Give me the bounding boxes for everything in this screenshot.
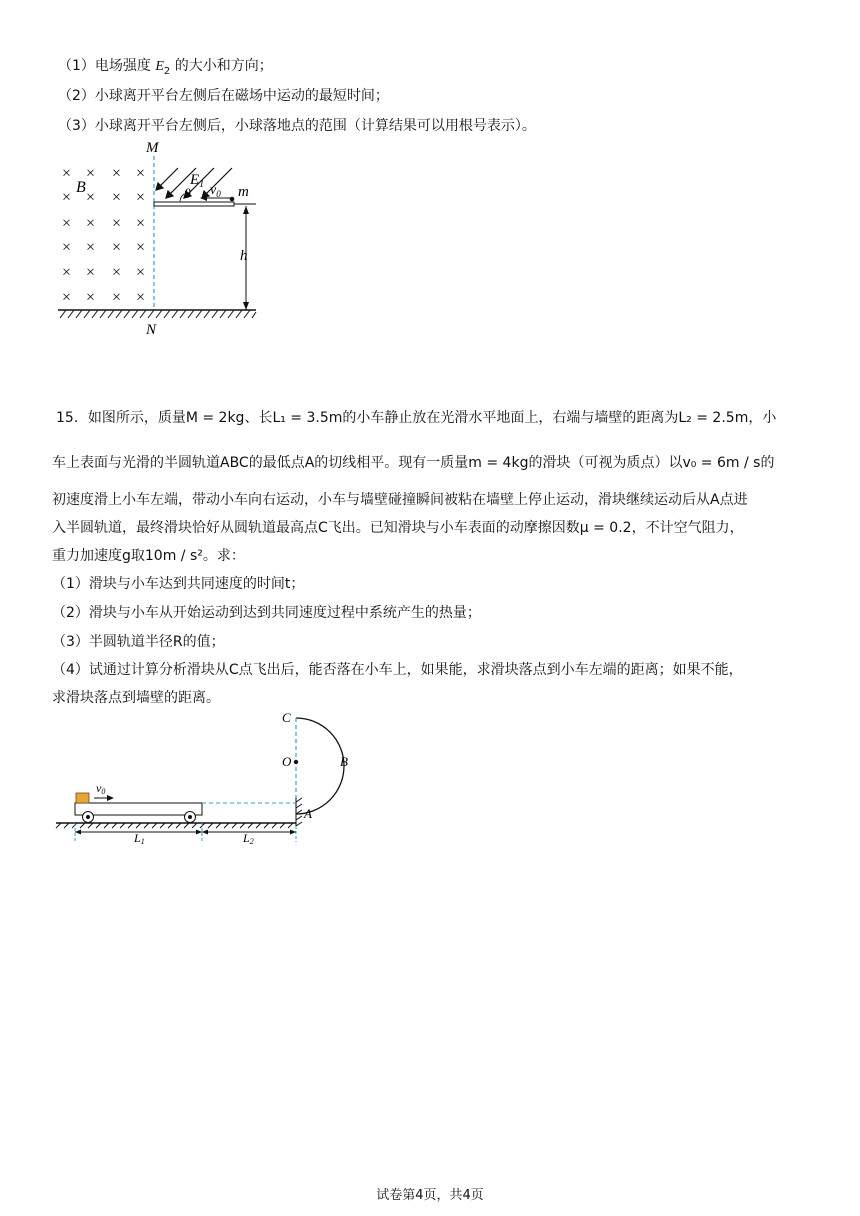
cross-mark: ×: [112, 289, 122, 306]
cross-mark: ×: [112, 239, 122, 256]
q15-figure: [50, 706, 370, 848]
cross-mark: ×: [86, 165, 96, 182]
q15-part-2: （2）滑块与小车从开始运动到达到共同速度过程中系统产生的热量；: [52, 605, 481, 621]
q15-line-5: 重力加速度g取10m / s²。求：: [52, 548, 245, 564]
q15-part-1: （1）滑块与小车达到共同速度的时间t；: [52, 576, 305, 592]
page-footer: 试卷第4页，共4页: [376, 1188, 484, 1203]
cross-mark: ×: [62, 165, 72, 182]
label-L2: L2: [243, 831, 254, 846]
label-B: B: [76, 179, 86, 196]
label-O: O: [282, 754, 292, 769]
wall-hatching: [296, 798, 302, 826]
q15-part-5: 求滑块落点到墙壁的距离。: [52, 690, 220, 706]
label-v0: $v_0$: [210, 183, 221, 199]
cross-mark: ×: [62, 239, 72, 256]
label-L1: L1: [134, 831, 145, 846]
center-point: [294, 760, 298, 764]
cross-mark: ×: [86, 264, 96, 281]
cross-mark: ×: [62, 264, 72, 281]
cross-mark: ×: [112, 165, 122, 182]
q15-line-3: 初速度滑上小车左端，带动小车向右运动，小车与墙壁碰撞瞬间被粘在墙壁上停止运动，滑块继续运动后从A点进: [52, 492, 748, 508]
q14-part-2: （2）小球离开平台左侧后在磁场中运动的最短时间；: [58, 88, 389, 104]
label-B: B: [340, 754, 348, 769]
label-m: m: [238, 184, 249, 200]
q14-part-3: （3）小球离开平台左侧后，小球落地点的范围（计算结果可以用根号表示）。: [58, 118, 536, 134]
cross-mark: ×: [62, 215, 72, 232]
ground-hatching: [60, 310, 256, 318]
cross-mark: ×: [86, 189, 96, 206]
cross-mark: ×: [86, 215, 96, 232]
label-M: M: [146, 140, 159, 156]
label-A: A: [304, 806, 312, 821]
cross-mark: ×: [136, 289, 146, 306]
cross-mark: ×: [136, 215, 146, 232]
platform: [154, 202, 234, 206]
label-N: N: [146, 322, 157, 338]
cross-mark: ×: [136, 165, 146, 182]
cross-mark: ×: [62, 289, 72, 306]
cross-mark: ×: [112, 264, 122, 281]
label-theta: θ: [184, 187, 191, 202]
ball: [230, 197, 235, 202]
label-h: h: [240, 248, 248, 264]
cross-mark: ×: [112, 189, 122, 206]
slider-block: [76, 793, 89, 803]
cross-mark: ×: [136, 189, 146, 206]
q14-part-1: （1）电场强度 $E_2$ 的大小和方向；: [58, 58, 273, 77]
q14-figure: [50, 138, 270, 340]
cross-mark: ×: [136, 239, 146, 256]
q15-part-3: （3）半圆轨道半径R的值；: [52, 634, 225, 650]
q15-line-1: 15．如图所示，质量M = 2kg、长L₁ = 3.5m的小车静止放在光滑水平地面上，右端与墙壁的距离为L₂ = 2.5m，小: [56, 410, 777, 426]
q15-part-4: （4）试通过计算分析滑块从C点飞出后，能否落在小车上，如果能，求滑块落点到小车左端的距离；如果不能，: [52, 662, 743, 678]
cart-body: [75, 803, 202, 815]
label-v0: v0: [96, 781, 106, 796]
cross-mark: ×: [62, 189, 72, 206]
q15-line-2: 车上表面与光滑的半圆轨道ABC的最低点A的切线相平。现有一质量m = 4kg的滑块（可视为质点）以v₀ = 6m / s的: [52, 455, 775, 471]
q15-number: 15．: [56, 410, 88, 426]
cross-mark: ×: [136, 264, 146, 281]
magnetic-field-crosses: [62, 165, 145, 306]
cross-mark: ×: [86, 289, 96, 306]
label-C: C: [282, 710, 291, 725]
cross-mark: ×: [86, 239, 96, 256]
cross-mark: ×: [112, 215, 122, 232]
semicircle-track: [296, 718, 344, 814]
q15-line-4: 入半圆轨道，最终滑块恰好从圆轨道最高点C飞出。已知滑块与小车表面的动摩擦因数μ = 0.2，不计空气阻力，: [52, 520, 744, 536]
label-E1: $E_1$: [190, 172, 205, 190]
